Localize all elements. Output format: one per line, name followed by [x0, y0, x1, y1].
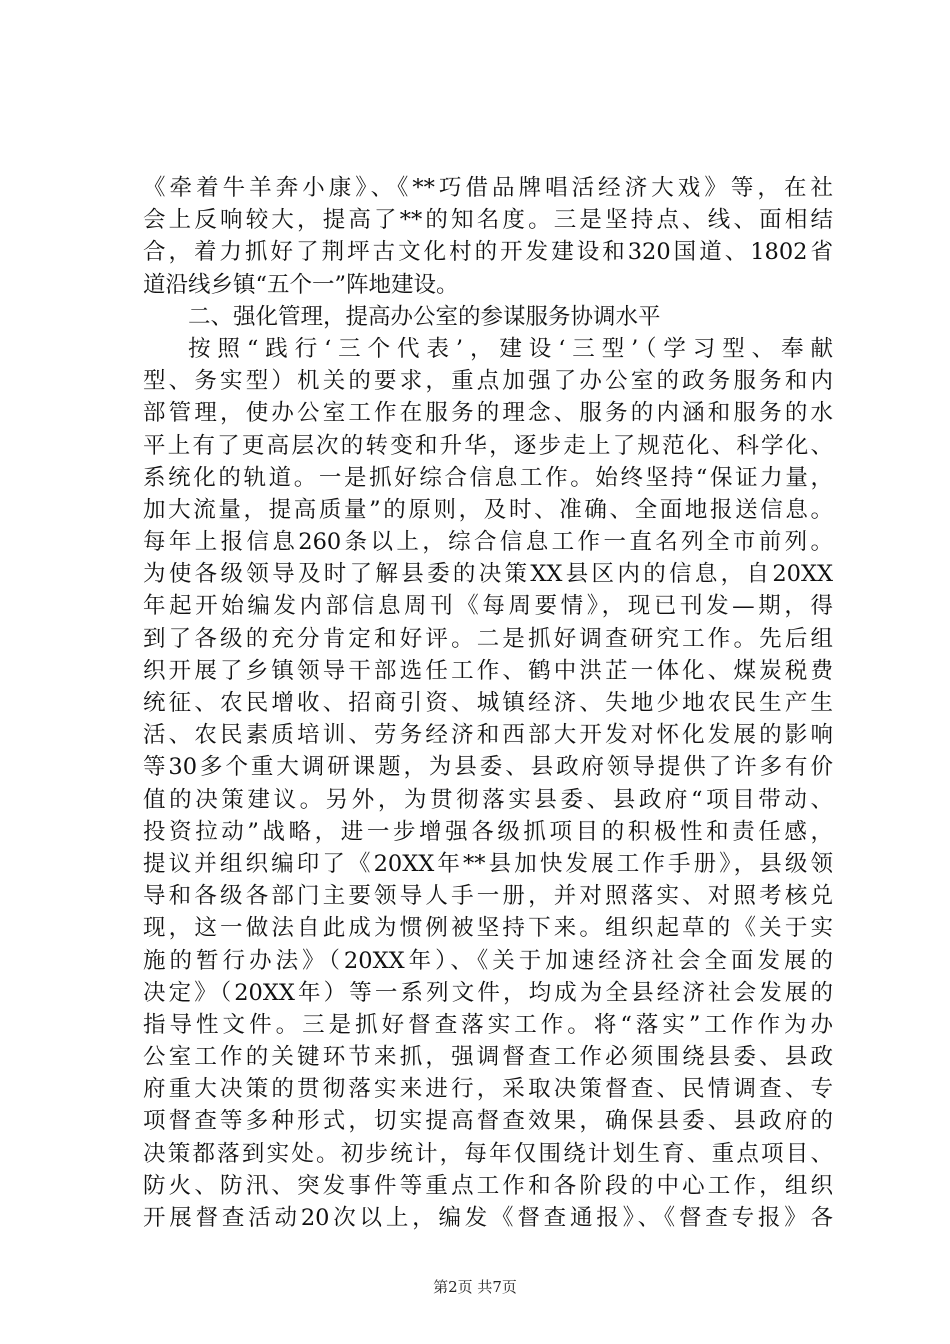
text-line: 等30多个重大调研课题，为县委、县政府领导提供了许多有价 — [143, 754, 833, 781]
text-line: 统征、农民增收、招商引资、城镇经济、失地少地农民生产生 — [143, 690, 833, 716]
text-line: 值的决策建议。另外，为贯彻落实县委、县政府“项目带动、 — [143, 786, 833, 813]
text-line: 项督查等多种形式，切实提高督查效果，确保县委、县政府的 — [143, 1108, 833, 1135]
text-line: 《牵着牛羊奔小康》、《**巧借品牌唱活经济大戏》等，在社 — [143, 175, 833, 201]
text-line: 型、务实型）机关的要求，重点加强了办公室的政务服务和内 — [143, 368, 833, 395]
text-line: 到了各级的充分肯定和好评。二是抓好调查研究工作。先后组 — [143, 625, 833, 652]
body-text — [143, 172, 833, 1234]
text-line: 府重大决策的贯彻落实来进行，采取决策督查、民情调查、专 — [143, 1076, 833, 1103]
text-line: 织开展了乡镇领导干部选任工作、鹤中洪芷一体化、煤炭税费 — [143, 657, 833, 684]
text-line: 导和各级各部门主要领导人手一册，并对照落实、对照考核兑 — [143, 883, 833, 910]
text-line: 部管理，使办公室工作在服务的理念、服务的内涵和服务的水 — [143, 400, 833, 427]
text-line: 道沿线乡镇“五个一”阵地建设。 — [143, 271, 459, 298]
text-line: 提议并组织编印了《20XX年**县加快发展工作手册》，县级领 — [143, 850, 833, 877]
text-line: 二、强化管理，提高办公室的参谋服务协调水平 — [188, 303, 661, 330]
text-line: 决定》（20XX年）等一系列文件，均成为全县经济社会发展的 — [143, 979, 833, 1006]
text-line: 每年上报信息260条以上，综合信息工作一直名列全市前列。 — [143, 529, 833, 556]
text-line: 会上反响较大，提高了**的知名度。三是坚持点、线、面相结 — [143, 207, 833, 234]
text-line: 防火、防汛、突发事件等重点工作和各阶段的中心工作，组织 — [143, 1172, 833, 1199]
text-line: 合，着力抓好了荆坪古文化村的开发建设和320国道、1802省 — [143, 239, 833, 266]
text-line: 平上有了更高层次的转变和升华，逐步走上了规范化、科学化、 — [143, 432, 833, 459]
text-line: 按照“践行‘三个代表’，建设‘三型’（学习型、奉献 — [188, 335, 833, 362]
text-line: 指导性文件。三是抓好督查落实工作。将“落实”工作作为办 — [143, 1011, 833, 1038]
page-number-footer: 第2页 共7页 — [433, 1278, 517, 1296]
text-line: 决策都落到实处。初步统计，每年仅围绕计划生育、重点项目、 — [143, 1140, 833, 1167]
text-line: 施的暂行办法》（20XX年）、《关于加速经济社会全面发展的 — [143, 947, 833, 974]
text-line: 系统化的轨道。一是抓好综合信息工作。始终坚持“保证力量， — [143, 464, 833, 491]
text-line: 公室工作的关键环节来抓，强调督查工作必须围绕县委、县政 — [143, 1044, 833, 1071]
text-line: 活、农民素质培训、劳务经济和西部大开发对怀化发展的影响 — [143, 722, 833, 749]
text-line: 开展督查活动20次以上，编发《督查通报》、《督查专报》各 — [143, 1205, 833, 1231]
text-line: 投资拉动”战略，进一步增强各级抓项目的积极性和责任感， — [143, 818, 833, 845]
text-line: 为使各级领导及时了解县委的决策XX县区内的信息，自20XX — [143, 561, 833, 588]
text-line: 现，这一做法自此成为惯例被坚持下来。组织起草的《关于实 — [143, 915, 833, 942]
text-line: 加大流量，提高质量”的原则，及时、准确、全面地报送信息。 — [143, 496, 833, 523]
text-line: 年起开始编发内部信息周刊《每周要情》，现已刊发—期，得 — [143, 593, 833, 620]
